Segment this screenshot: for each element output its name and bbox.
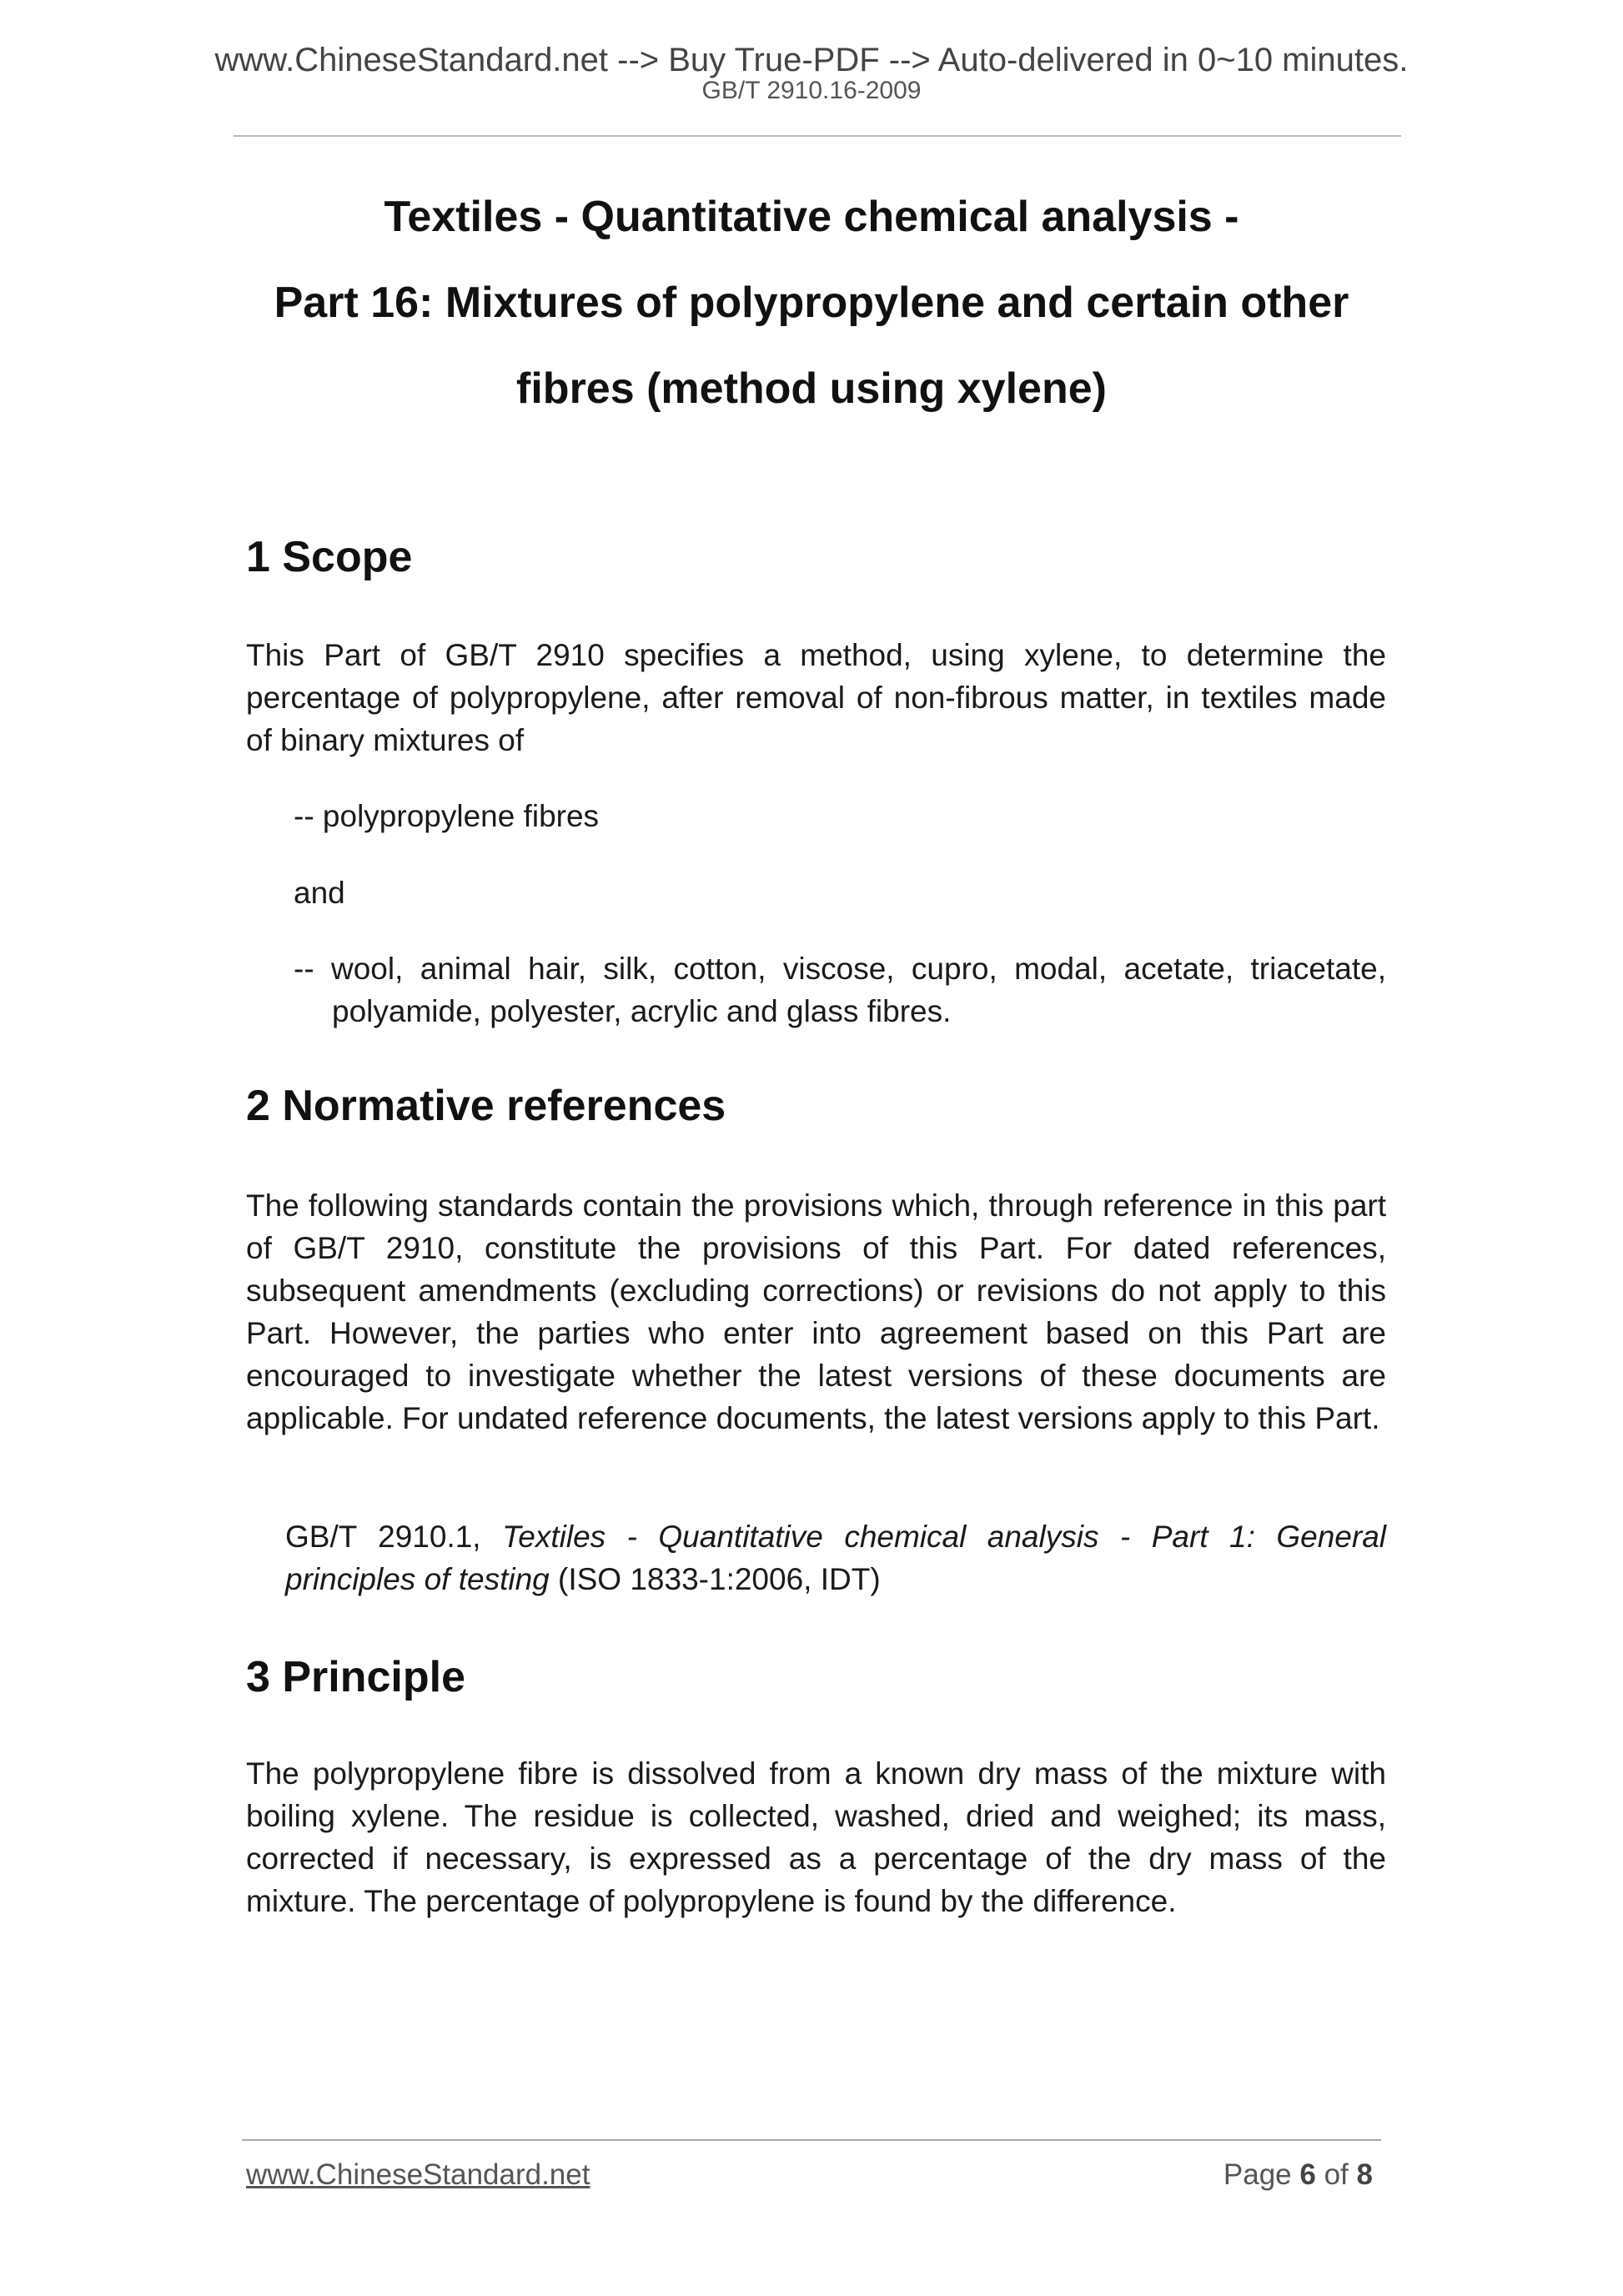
document-number: GB/T 2910.16-2009	[701, 77, 922, 104]
footer-site-link[interactable]: www.ChineseStandard.net	[246, 2158, 590, 2191]
title-line-1: Textiles - Quantitative chemical analysis -	[384, 193, 1239, 241]
scope-conjunction: and	[294, 876, 345, 910]
page-current: 6	[1299, 2158, 1316, 2191]
reference-code: GB/T 2910.1,	[285, 1520, 481, 1554]
title-line-3: fibres (method using xylene)	[516, 364, 1107, 413]
promo-banner: www.ChineseStandard.net --> Buy True-PDF --> Auto-delivered in 0~10 minutes.	[214, 42, 1409, 78]
page-total: 8	[1356, 2158, 1373, 2191]
page-indicator	[1224, 2158, 1373, 2192]
page-label: Page	[1223, 2158, 1292, 2191]
section-2-heading: 2 Normative references	[246, 1082, 726, 1130]
title-line-2: Part 16: Mixtures of polypropylene and certain other	[274, 279, 1349, 327]
normative-references-paragraph: The following standards contain the provisions which, through reference in this part of GB/T 2910, constitute the provisions of this Part. For dated references, subsequent amendments (excluding corrections) or revisions do not apply to this Part. However, the parties who enter into agreement based on this Part are encouraged to investigate whether the latest versions of these documents are applicable. For undated reference documents, the latest versions apply to this Part.	[246, 1188, 1386, 1435]
reference-entry	[285, 1515, 1386, 1600]
footer-divider	[242, 2139, 1381, 2141]
scope-paragraph: This Part of GB/T 2910 specifies a method, using xylene, to determine the percentage of polypropylene, after removal of non-fibrous matter, in textiles made of binary mixtures of	[246, 638, 1386, 757]
scope-list-item-polypropylene: -- polypropylene fibres	[294, 799, 600, 833]
principle-paragraph: The polypropylene fibre is dissolved from a known dry mass of the mixture with boiling xylene. The residue is collected, washed, dried and weighed; its mass, corrected if necessary, is expressed as a percentage of the dry mass of the mixture. The percentage of polypropylene is found by the difference.	[246, 1756, 1386, 1918]
header-divider	[234, 135, 1401, 137]
section-3-heading: 3 Principle	[246, 1653, 465, 1701]
page-of-label: of	[1324, 2158, 1349, 2191]
section-1-heading: 1 Scope	[246, 533, 413, 581]
reference-title: Textiles - Quantitative chemical analysis - Part 1: General principles of testing	[285, 1520, 1386, 1596]
scope-list-item-other-fibres: -- wool, animal hair, silk, cotton, viscose, cupro, modal, acetate, triacetate, polyamide, polyester, acrylic and glass fibres.	[294, 952, 1386, 1028]
reference-suffix: (ISO 1833-1:2006, IDT)	[558, 1562, 881, 1596]
